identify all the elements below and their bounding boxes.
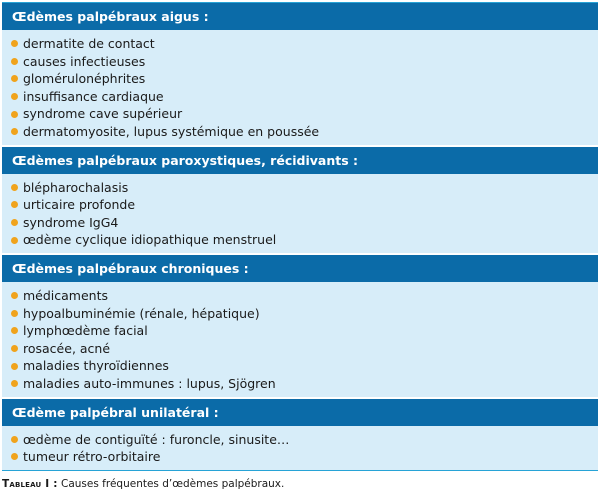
section-header-aigus: Œdèmes palpébraux aigus : (2, 3, 598, 30)
bullet-icon (11, 40, 18, 47)
section-body-unilateral (2, 426, 598, 470)
bullet-icon (11, 75, 18, 82)
bullet-icon (11, 219, 18, 226)
section-body-paroxystiques (2, 174, 598, 253)
bullet-icon (11, 111, 18, 118)
caption-text: Causes fréquentes d’œdèmes palpébraux. (57, 478, 285, 490)
list-item: maladies thyroïdiennes (11, 357, 598, 375)
list-item: rosacée, acné (11, 340, 598, 358)
list-item: syndrome IgG4 (11, 214, 598, 232)
bullet-icon (11, 184, 18, 191)
section-header-chroniques: Œdèmes palpébraux chroniques : (2, 253, 598, 282)
list-item: tumeur rétro-orbitaire (11, 448, 598, 466)
caption-label: Tableau I : (2, 478, 58, 490)
list-item: glomérulonéphrites (11, 70, 598, 88)
bullet-icon (11, 327, 18, 334)
list-item: œdème de contiguïté : furoncle, sinusite… (11, 431, 598, 449)
list-item: œdème cyclique idiopathique menstruel (11, 231, 598, 249)
bullet-icon (11, 436, 18, 443)
bullet-icon (11, 58, 18, 65)
section-header-paroxystiques: Œdèmes palpébraux paroxystiques, récidivants : (2, 145, 598, 174)
list-item: lymphœdème facial (11, 322, 598, 340)
table-caption (2, 478, 284, 490)
section-body-aigus (2, 30, 598, 145)
list-item: médicaments (11, 287, 598, 305)
list-item: urticaire profonde (11, 196, 598, 214)
section-header-unilateral: Œdème palpébral unilatéral : (2, 397, 598, 426)
bullet-icon (11, 345, 18, 352)
bullet-icon (11, 310, 18, 317)
bullet-icon (11, 292, 18, 299)
list-item: blépharochalasis (11, 179, 598, 197)
bullet-icon (11, 128, 18, 135)
list-item: causes infectieuses (11, 53, 598, 71)
list-item: dermatomyosite, lupus systémique en poussée (11, 123, 598, 141)
bullet-icon (11, 380, 18, 387)
bullet-icon (11, 201, 18, 208)
list-item: maladies auto-immunes : lupus, Sjögren (11, 375, 598, 393)
bullet-icon (11, 93, 18, 100)
list-item: dermatite de contact (11, 35, 598, 53)
list-item: syndrome cave supérieur (11, 105, 598, 123)
bullet-icon (11, 237, 18, 244)
causes-table (2, 2, 598, 471)
section-body-chroniques (2, 282, 598, 397)
bullet-icon (11, 453, 18, 460)
list-item: insuffisance cardiaque (11, 88, 598, 106)
list-item: hypoalbuminémie (rénale, hépatique) (11, 305, 598, 323)
bullet-icon (11, 363, 18, 370)
